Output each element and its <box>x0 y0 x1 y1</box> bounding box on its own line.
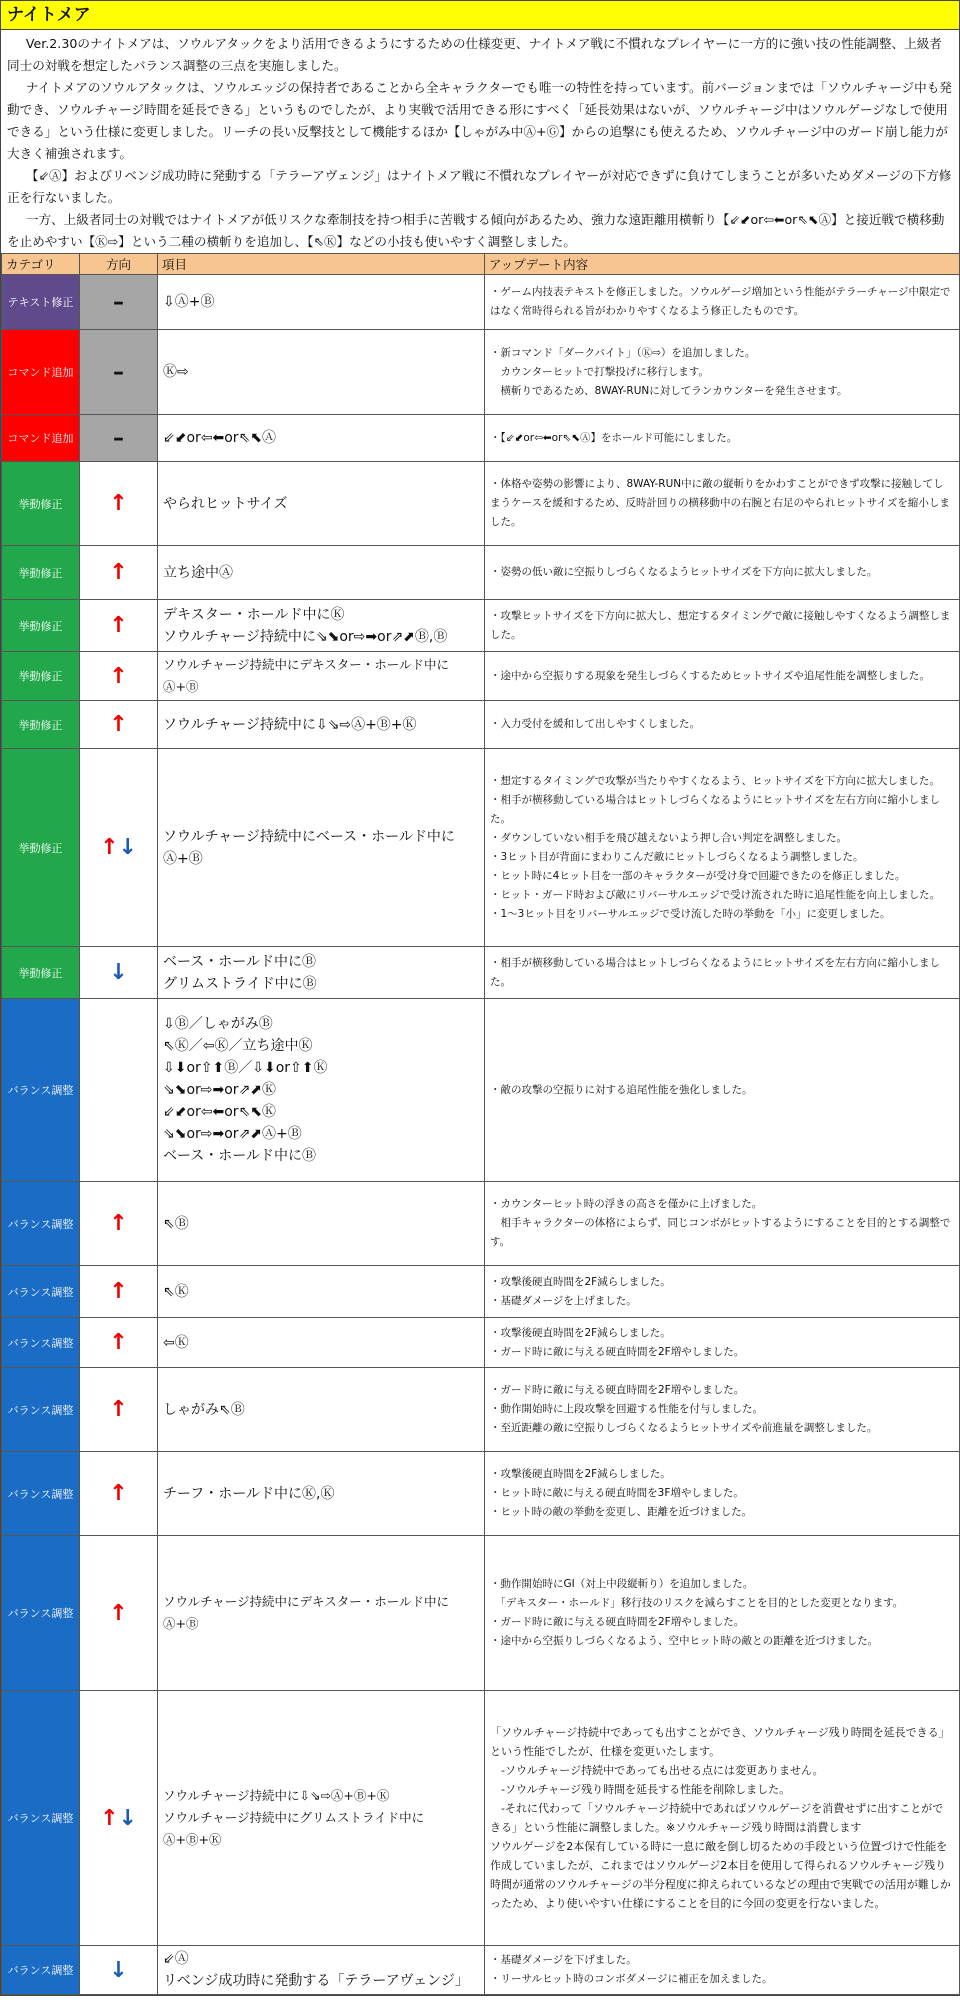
intro-paragraph: Ver.2.30のナイトメアは、ソウルアタックをより活用できるようにするための仕様変更、ナイトメア戦に不慣れなプレイヤーに一方的に強い技の性能調整、上級者同士の対戦を想定したバランス調整の三点を実施しました。 <box>7 36 942 73</box>
category-cell: バランス調整 <box>2 1182 80 1266</box>
category-cell: バランス調整 <box>2 1368 80 1452</box>
direction-cell <box>80 1182 158 1266</box>
update-cell <box>485 1452 960 1536</box>
arrow-down-icon: ↓ <box>118 835 137 860</box>
category-cell: バランス調整 <box>2 1946 80 1995</box>
category-cell: バランス調整 <box>2 1452 80 1536</box>
table-row <box>2 600 960 652</box>
item-line: リベンジ成功時に発動する「テラーアヴェンジ」 <box>163 1973 469 1989</box>
arrow-up-icon: ↑ <box>109 1211 128 1236</box>
item-line: ソウルチャージ持続中に⇩⇘⇨Ⓐ+Ⓑ+Ⓚ <box>163 1788 390 1803</box>
update-cell <box>485 1946 960 1995</box>
item-cell <box>158 1946 485 1995</box>
update-line: -ソウルチャージ残り時間を延長する性能を削除しました。 <box>490 1783 791 1796</box>
arrow-up-icon: ↑ <box>109 663 128 689</box>
update-line: ・1～3ヒット目をリバーサルエッジで受け流した時の挙動を「小」に変更しました。 <box>490 907 891 920</box>
update-line: という性能でしたが、仕様を変更いたします。 <box>490 1745 721 1758</box>
direction-cell <box>80 749 158 947</box>
direction-cell <box>80 999 158 1182</box>
direction-cell <box>80 1536 158 1691</box>
update-line: ソウルゲージを2本保有している時に一息に敵を倒し切るための手段という位置づけで性能を作成していましたが、これまではソウルゲージ2本目を使用して得られるソウルチャージ残り時間が通常のソウルチャージの半分程度に抑えられているなどの理由で実戦での活用が難しかったため、より使いやすい仕様にすることを目的に今回の変更を行ないました。 <box>490 1840 951 1910</box>
direction-cell <box>80 462 158 546</box>
intro-paragraph: 【⇙Ⓐ】およびリベンジ成功時に発動する「テラーアヴェンジ」はナイトメア戦に不慣れなプレイヤーが対応できずに負けてしまうことが多いためダメージの下方修正を行ないました。 <box>7 168 952 205</box>
table-row <box>2 1318 960 1368</box>
item-cell <box>158 701 485 749</box>
item-line: ⇙Ⓐ <box>163 1951 189 1967</box>
update-line: 「デキスター・ホールド」移行技のリスクを減らすことを目的とした変更となります。 <box>490 1597 904 1609</box>
arrow-up-icon: ↑ <box>109 560 128 585</box>
item-cell <box>158 1266 485 1318</box>
update-cell <box>485 330 960 415</box>
update-line: ・姿勢の低い敵に空振りしづらくなるようヒットサイズを下方向に拡大しました。 <box>490 566 878 578</box>
direction-cell <box>80 1266 158 1318</box>
table-row <box>2 546 960 600</box>
update-line: ・ヒット・ガード時および敵にリバーサルエッジで受け流された時に追尾性能を向上しました。 <box>490 888 941 901</box>
arrow-up-icon: ↑ <box>109 1600 128 1626</box>
update-cell <box>485 1318 960 1368</box>
table-row <box>2 1946 960 1995</box>
direction-cell <box>80 546 158 600</box>
direction-cell <box>80 1691 158 1946</box>
arrow-up-icon: ↑ <box>100 1805 119 1831</box>
item-line: ⇘⬊or⇨➡or⇗⬈Ⓐ+Ⓑ <box>163 1126 302 1142</box>
arrow-up-icon: ↑ <box>100 835 119 860</box>
update-line: ・相手が横移動している場合はヒットしづらくなるようにヒットサイズを左右方向に縮小しました。 <box>490 956 941 988</box>
update-cell <box>485 652 960 701</box>
category-cell: バランス調整 <box>2 1536 80 1691</box>
update-cell <box>485 275 960 330</box>
item-line: ⇙⬋or⇦⬅or⇖⬉Ⓚ <box>163 1104 277 1120</box>
update-line: ・ガード時に敵に与える硬直時間を2F増やしました。 <box>490 1616 745 1628</box>
item-line: チーフ・ホールド中にⓀ,Ⓚ <box>163 1485 335 1502</box>
update-line: ・ガード時に敵に与える硬直時間を2F増やしました。 <box>490 1384 745 1396</box>
table-row <box>2 1368 960 1452</box>
update-cell <box>485 947 960 999</box>
arrow-down-icon: ↓ <box>118 1805 137 1831</box>
page-title: ナイトメア <box>1 1 959 30</box>
category-cell: 挙動修正 <box>2 600 80 652</box>
item-cell <box>158 1452 485 1536</box>
update-line: 「ソウルチャージ持続中であっても出すことができ、ソウルチャージ残り時間を延長できる」 <box>490 1726 950 1739</box>
header-direction: 方向 <box>80 254 158 275</box>
update-line: ・ヒット時に4ヒット目を一部のキャラクターが受け身で回避できたのを修正しました。 <box>490 869 906 882</box>
update-line: ・敵の攻撃の空振りに対する追尾性能を強化しました。 <box>490 1083 753 1096</box>
table-row <box>2 462 960 546</box>
item-line: ⇩⬇or⇧⬆Ⓑ／⇩⬇or⇧⬆Ⓚ <box>163 1060 328 1076</box>
category-cell: コマンド追加 <box>2 415 80 462</box>
update-line: ・ヒット時に敵に与える硬直時間を3F増やしました。 <box>490 1487 744 1499</box>
table-row <box>2 999 960 1182</box>
update-line: ・カウンターヒット時の浮きの高さを僅かに上げました。 <box>490 1198 763 1210</box>
update-line: ・基礎ダメージを上げました。 <box>490 1294 637 1307</box>
category-cell: 挙動修正 <box>2 947 80 999</box>
arrow-up-icon: ↑ <box>109 1397 128 1422</box>
item-line: ソウルチャージ持続中にデキスター・ホールド中にⒶ+Ⓑ <box>163 657 450 694</box>
direction-cell <box>80 1452 158 1536</box>
item-line: ⇩Ⓑ／しゃがみⒷ <box>163 1016 273 1032</box>
item-line: グリムストライド中にⒷ <box>163 975 317 992</box>
update-line: ・途中から空振りする現象を発生しづらくするためヒットサイズや追尾性能を調整しました。 <box>490 669 930 682</box>
item-cell <box>158 462 485 546</box>
category-cell: 挙動修正 <box>2 701 80 749</box>
update-line: ・攻撃後硬直時間を2F減らしました。 <box>490 1468 671 1480</box>
update-line: ・動作開始時に上段攻撃を回避する性能を付与しました。 <box>490 1403 763 1415</box>
direction-cell <box>80 652 158 701</box>
item-line: 立ち途中Ⓐ <box>163 564 233 581</box>
item-line: ⇘⬊or⇨➡or⇗⬈Ⓚ <box>163 1082 277 1098</box>
item-line: ⇖Ⓚ <box>163 1283 189 1300</box>
item-cell <box>158 1368 485 1452</box>
update-cell <box>485 415 960 462</box>
item-cell <box>158 330 485 415</box>
item-cell <box>158 600 485 652</box>
arrow-up-icon: ↑ <box>109 613 128 638</box>
update-line: カウンターヒットで打撃投げに移行します。 <box>490 365 709 378</box>
table-header-row <box>2 254 960 275</box>
direction-cell <box>80 600 158 652</box>
table-row <box>2 947 960 999</box>
update-line: ・基礎ダメージを下げました。 <box>490 1954 637 1966</box>
item-line: ソウルチャージ持続中にデキスター・ホールド中にⒶ+Ⓑ <box>163 1594 450 1631</box>
item-cell <box>158 1536 485 1691</box>
category-cell: 挙動修正 <box>2 546 80 600</box>
intro-paragraph: ナイトメアのソウルアタックは、ソウルエッジの保持者であることから全キャラクターでも唯一の特性を持っています。前バージョンまでは「ソウルチャージ中も発動でき、ソウルチャージ時間を延長できる」というものでしたが、より実戦で活用できる形にすべく「延長効果はないが、ソウルチャージ中はソウルゲージなしで使用できる」という仕様に変更しました。リーチの長い反撃技として機能するほか【しゃがみ中Ⓐ+Ⓖ】からの追撃にも使えるため、ソウルチャージ中のガード崩し能力が大きく補強されます。 <box>7 80 952 161</box>
update-cell <box>485 600 960 652</box>
category-cell: バランス調整 <box>2 1691 80 1946</box>
item-cell <box>158 999 485 1182</box>
direction-cell: – <box>80 415 158 462</box>
direction-cell: – <box>80 330 158 415</box>
item-line: ベース・ホールド中にⒷ <box>163 953 317 970</box>
arrow-up-icon: ↑ <box>109 712 128 737</box>
item-cell <box>158 1691 485 1946</box>
item-line: ⇦Ⓚ <box>163 1334 189 1351</box>
arrow-up-icon: ↑ <box>109 491 128 516</box>
update-cell <box>485 999 960 1182</box>
update-line: ・途中から空振りしづらくなるよう、空中ヒット時の敵との距離を近づけました。 <box>490 1635 879 1647</box>
category-cell: バランス調整 <box>2 1318 80 1368</box>
item-line: ⇖Ⓑ <box>163 1215 189 1232</box>
item-cell <box>158 749 485 947</box>
update-cell <box>485 1691 960 1946</box>
update-line: ・攻撃後硬直時間を2F減らしました。 <box>490 1275 671 1288</box>
table-row <box>2 1536 960 1691</box>
update-cell <box>485 749 960 947</box>
update-line: ・ガード時に敵に与える硬直時間を2F増やしました。 <box>490 1345 745 1358</box>
update-cell <box>485 1182 960 1266</box>
direction-cell: – <box>80 275 158 330</box>
arrow-down-icon: ↓ <box>109 960 128 985</box>
direction-cell <box>80 1368 158 1452</box>
update-line: ・相手が横移動している場合はヒットしづらくなるようにヒットサイズを左右方向に縮小しました。 <box>490 793 941 825</box>
item-line: ⇩Ⓐ+Ⓑ <box>163 294 215 310</box>
update-line: ・3ヒット目が背面にまわりこんだ敵にヒットしづらくなるよう調整しました。 <box>490 850 864 863</box>
update-table <box>1 253 960 1995</box>
table-row <box>2 749 960 947</box>
update-cell <box>485 462 960 546</box>
update-line: ・リーサルヒット時のコンボダメージに補正を加えました。 <box>490 1973 773 1985</box>
intro-paragraph: 一方、上級者同士の対戦ではナイトメアが低リスクな牽制技を持つ相手に苦戦する傾向があるため、強力な遠距離用横斬り【⇙⬋or⇦⬅or⇖⬉Ⓐ】と接近戦で横移動を止めやすい【Ⓚ⇨】という二種の横斬りを追加し、【⇖Ⓚ】などの小技も使いやすく調整しました。 <box>7 212 945 249</box>
update-line: ・至近距離の敵に空振りしづらくなるようヒットサイズや前進量を調整しました。 <box>490 1422 878 1434</box>
table-row <box>2 1182 960 1266</box>
header-item: 項目 <box>158 254 485 275</box>
update-line: 横斬りであるため、8WAY-RUNに対してランカウンターを発生させます。 <box>490 384 848 397</box>
update-cell <box>485 1536 960 1691</box>
item-line: しゃがみ⇖Ⓑ <box>163 1401 245 1418</box>
update-line: ・動作開始時にGI（対上中段縦斬り）を追加しました。 <box>490 1578 754 1590</box>
table-row <box>2 701 960 749</box>
update-line: ・攻撃後硬直時間を2F減らしました。 <box>490 1326 671 1339</box>
update-line: ・ゲーム内技表テキストを修正しました。ソウルゲージ増加という性能がテラーチャージ中限定ではなく常時得られる旨がわかりやすくなるよう修正したものです。 <box>490 286 951 317</box>
item-cell <box>158 415 485 462</box>
item-cell <box>158 652 485 701</box>
category-cell: 挙動修正 <box>2 652 80 701</box>
intro-text <box>1 30 959 253</box>
update-line: -それに代わって「ソウルチャージ持続中であればソウルゲージを消費せずに出すことができる」という性能に調整しました。※ソウルチャージ残り時間は消費します <box>490 1802 944 1834</box>
table-row <box>2 330 960 415</box>
item-line: Ⓚ⇨ <box>163 364 189 380</box>
update-line: ・新コマンド「ダークバイト」（Ⓚ⇨）を追加しました。 <box>490 346 756 359</box>
item-line: やられヒットサイズ <box>163 495 288 512</box>
arrow-down-icon: ↓ <box>109 1957 128 1983</box>
direction-cell <box>80 1318 158 1368</box>
item-line: ソウルチャージ持続中に⇩⇘⇨Ⓐ+Ⓑ+Ⓚ <box>163 716 417 733</box>
item-cell <box>158 275 485 330</box>
table-row <box>2 275 960 330</box>
category-cell: テキスト修正 <box>2 275 80 330</box>
arrow-up-icon: ↑ <box>109 1481 128 1506</box>
update-line: ・体格や姿勢の影響により、8WAY-RUN中に敵の縦斬りをかわすことができず攻撃に接触してしまうケースを緩和するため、反時計回りの横移動中の右腕と右足のやられヒットサイズを縮小しました。 <box>490 478 950 528</box>
table-row <box>2 415 960 462</box>
item-line: ベース・ホールド中にⒷ <box>163 1148 317 1164</box>
header-category: カテゴリ <box>2 254 80 275</box>
item-cell <box>158 947 485 999</box>
update-line: ・入力受付を緩和して出しやすくしました。 <box>490 718 700 730</box>
update-cell <box>485 701 960 749</box>
direction-cell <box>80 701 158 749</box>
update-line: ・想定するタイミングで攻撃が当たりやすくなるよう、ヒットサイズを下方向に拡大しました。 <box>490 774 940 787</box>
category-cell: 挙動修正 <box>2 462 80 546</box>
item-cell <box>158 1182 485 1266</box>
update-line: -ソウルチャージ持続中であっても出せる点には変更ありません。 <box>490 1764 824 1777</box>
update-line: ・ヒット時の敵の挙動を変更し、距離を近づけました。 <box>490 1506 753 1518</box>
item-line: ソウルチャージ持続中にグリムストライド中にⒶ+Ⓑ+Ⓚ <box>163 1810 425 1847</box>
update-cell <box>485 1368 960 1452</box>
item-line: デキスター・ホールド中にⓀ <box>163 606 345 623</box>
item-line: ソウルチャージ持続中にベース・ホールド中にⒶ+Ⓑ <box>163 828 455 867</box>
table-row <box>2 1691 960 1946</box>
update-line: ・攻撃ヒットサイズを下方向に拡大し、想定するタイミングで敵に接触しやすくなるよう調整しました。 <box>490 609 951 641</box>
update-line: 相手キャラクターの体格によらず、同じコンボがヒットするようにすることを目的とする調整です。 <box>490 1217 951 1248</box>
update-cell <box>485 1266 960 1318</box>
direction-cell <box>80 1946 158 1995</box>
update-cell <box>485 546 960 600</box>
table-row <box>2 1452 960 1536</box>
update-line: ・ダウンしていない相手を飛び越えないよう押し合い判定を調整しました。 <box>490 831 847 844</box>
category-cell: 挙動修正 <box>2 749 80 947</box>
category-cell: コマンド追加 <box>2 330 80 415</box>
table-row <box>2 652 960 701</box>
header-update: アップデート内容 <box>485 254 960 275</box>
category-cell: バランス調整 <box>2 1266 80 1318</box>
item-line: ⇙⬋or⇦⬅or⇖⬉Ⓐ <box>163 430 277 446</box>
item-cell <box>158 546 485 600</box>
item-cell <box>158 1318 485 1368</box>
direction-cell <box>80 947 158 999</box>
arrow-up-icon: ↑ <box>109 1279 128 1304</box>
arrow-up-icon: ↑ <box>109 1330 128 1355</box>
category-cell: バランス調整 <box>2 999 80 1182</box>
update-line: ・【⇙⬋or⇦⬅or⇖⬉Ⓐ】をホールド可能にしました。 <box>490 431 738 444</box>
item-line: ⇖Ⓚ／⇦Ⓚ／立ち途中Ⓚ <box>163 1038 313 1054</box>
table-row <box>2 1266 960 1318</box>
item-line: ソウルチャージ持続中に⇘⬊or⇨➡or⇗⬈Ⓑ,Ⓑ <box>163 628 448 645</box>
